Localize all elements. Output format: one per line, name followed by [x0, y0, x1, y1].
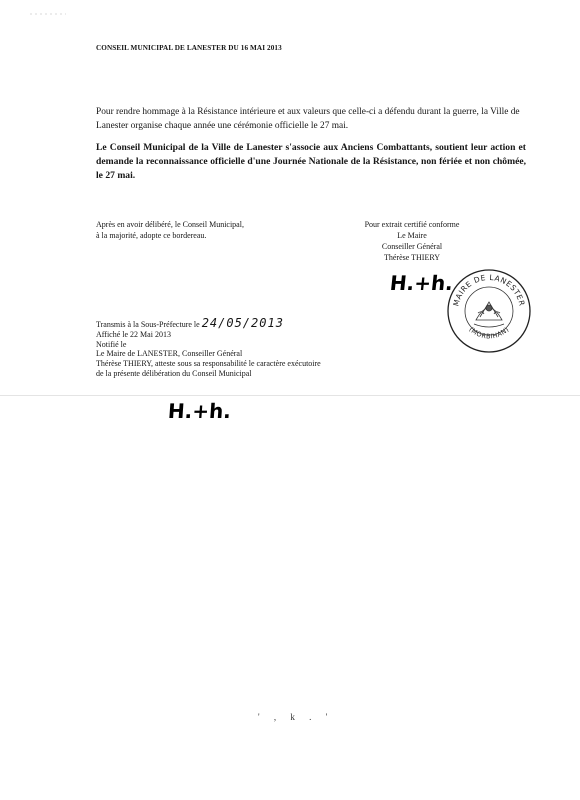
extract-line-1: Pour extrait certifié conforme [364, 220, 460, 229]
seal-bottom-text: (MORBIHAN) [467, 325, 511, 341]
transmis-handwritten-date: 24/05/2013 [201, 316, 284, 330]
maire-line: Le Maire de LANESTER, Conseiller Général [96, 349, 243, 359]
transmis-label: Transmis à la Sous-Préfecture le [96, 320, 200, 329]
transmission-block [96, 316, 416, 379]
intro-paragraph: Pour rendre hommage à la Résistance intérieure et aux valeurs que celle-ci a défendu durant la guerre, la Ville de Lanester organise chaque année une cérémonie officielle le 27 mai. [96, 107, 520, 131]
stray-marks: ' , k . ' [258, 712, 334, 722]
seal-top-text: MAIRE DE LANESTER [451, 272, 527, 308]
presente-line: de la présente délibération du Conseil Municipal [96, 368, 252, 378]
seal-emblem [474, 302, 504, 327]
extract-line-4: Thérèse THIERY [383, 253, 441, 262]
atteste-line: Thérèse THIERY, atteste sous sa responsabilité le caractère exécutoire [96, 359, 321, 369]
deliberation-block [96, 219, 296, 241]
certified-extract-block [352, 219, 472, 263]
transmis-line [96, 316, 416, 330]
deliberation-line-2: à la majorité, adopte ce bordereau. [96, 231, 207, 240]
extract-line-3: Conseiller Général [381, 242, 443, 251]
mayor-signature: H.+h. [388, 271, 455, 295]
affiche-line: Affiché le 22 Mai 2013 [96, 329, 171, 339]
svg-text:(MORBIHAN) [467, 325, 510, 340]
document-header: CONSEIL MUNICIPAL DE LANESTER DU 16 MAI 2013 [96, 44, 282, 52]
mayor-seal-stamp [446, 268, 532, 354]
scan-mark [30, 12, 66, 16]
resolution-paragraph: Le Conseil Municipal de la Ville de Lanester s'associe aux Anciens Combattants, soutient leur action et demande la reconnaissance officielle d'une Journée Nationale de la Résistance, non fériée et non chômée, le 27 mai. [96, 142, 526, 181]
extract-line-2: Le Maire [397, 231, 427, 240]
scan-fold-line [0, 395, 580, 396]
notifie-line: Notifié le [96, 339, 127, 349]
notification-signature: H.+h. [167, 399, 232, 423]
deliberation-line-1: Après en avoir délibéré, le Conseil Municipal, [96, 220, 244, 229]
